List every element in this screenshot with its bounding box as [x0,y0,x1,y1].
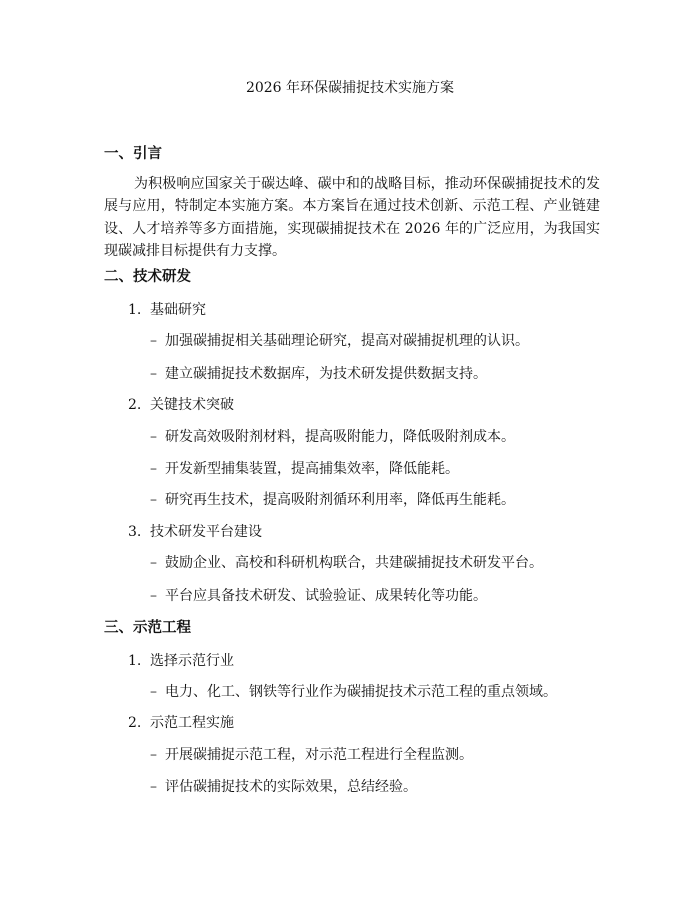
bullet-text: 评估碳捕捉技术的实际效果，总结经验。 [165,779,417,795]
list-item-basic-research [128,301,206,319]
list-item-key-tech [128,396,234,414]
list-label: 示范工程实施 [150,715,234,731]
section-heading-demo: 三、示范工程 [104,620,191,636]
list-label: 技术研发平台建设 [150,524,262,540]
bullet-text: 开发新型捕集装置，提高捕集效率，降低能耗。 [165,461,459,477]
list-number: 2. [128,715,142,731]
list-item-select-industry [128,652,234,670]
dash-marker: – [150,429,157,445]
dash-marker: – [150,461,157,477]
bullet-text: 加强碳捕捉相关基础理论研究，提高对碳捕捉机理的认识。 [165,333,529,349]
bullet-item [150,491,515,509]
bullet-item [150,460,459,478]
dash-marker: – [150,492,157,508]
bullet-item [150,746,473,764]
bullet-item [150,554,543,572]
intro-paragraph: 为积极响应国家关于碳达峰、碳中和的战略目标，推动环保碳捕捉技术的发展与应用，特制定本实施方案。本方案旨在通过技术创新、示范工程、产业链建设、人才培养等多方面措施，实现碳捕捉技术在 2026 年的广泛应用，为我国实现碳减排目标提供有力支撑。 [104,176,600,259]
dash-marker: – [150,684,157,700]
dash-marker: – [150,588,157,604]
bullet-text: 建立碳捕捉技术数据库，为技术研发提供数据支持。 [165,366,487,382]
list-item-demo-implementation [128,714,234,732]
dash-marker: – [150,779,157,795]
bullet-item [150,683,557,701]
bullet-item [150,778,417,796]
section-heading-rnd: 二、技术研发 [104,269,191,285]
dash-marker: – [150,555,157,571]
list-number: 1. [128,302,142,318]
bullet-item [150,365,487,383]
bullet-item [150,428,515,446]
dash-marker: – [150,333,157,349]
bullet-item [150,587,487,605]
dash-marker: – [150,366,157,382]
bullet-text: 电力、化工、钢铁等行业作为碳捕捉技术示范工程的重点领域。 [165,684,557,700]
dash-marker: – [150,747,157,763]
list-item-platform [128,523,262,541]
list-label: 关键技术突破 [150,397,234,413]
bullet-text: 鼓励企业、高校和科研机构联合，共建碳捕捉技术研发平台。 [165,555,543,571]
list-number: 2. [128,397,142,413]
bullet-text: 开展碳捕捉示范工程，对示范工程进行全程监测。 [165,747,473,763]
list-number: 3. [128,524,142,540]
bullet-item [150,332,529,350]
bullet-text: 研究再生技术，提高吸附剂循环利用率，降低再生能耗。 [165,492,515,508]
list-number: 1. [128,653,142,669]
list-label: 基础研究 [150,302,206,318]
list-label: 选择示范行业 [150,653,234,669]
bullet-text: 平台应具备技术研发、试验验证、成果转化等功能。 [165,588,487,604]
bullet-text: 研发高效吸附剂材料，提高吸附能力，降低吸附剂成本。 [165,429,515,445]
section-heading-intro: 一、引言 [104,146,162,162]
document-title: 2026 年环保碳捕捉技术实施方案 [245,80,455,96]
